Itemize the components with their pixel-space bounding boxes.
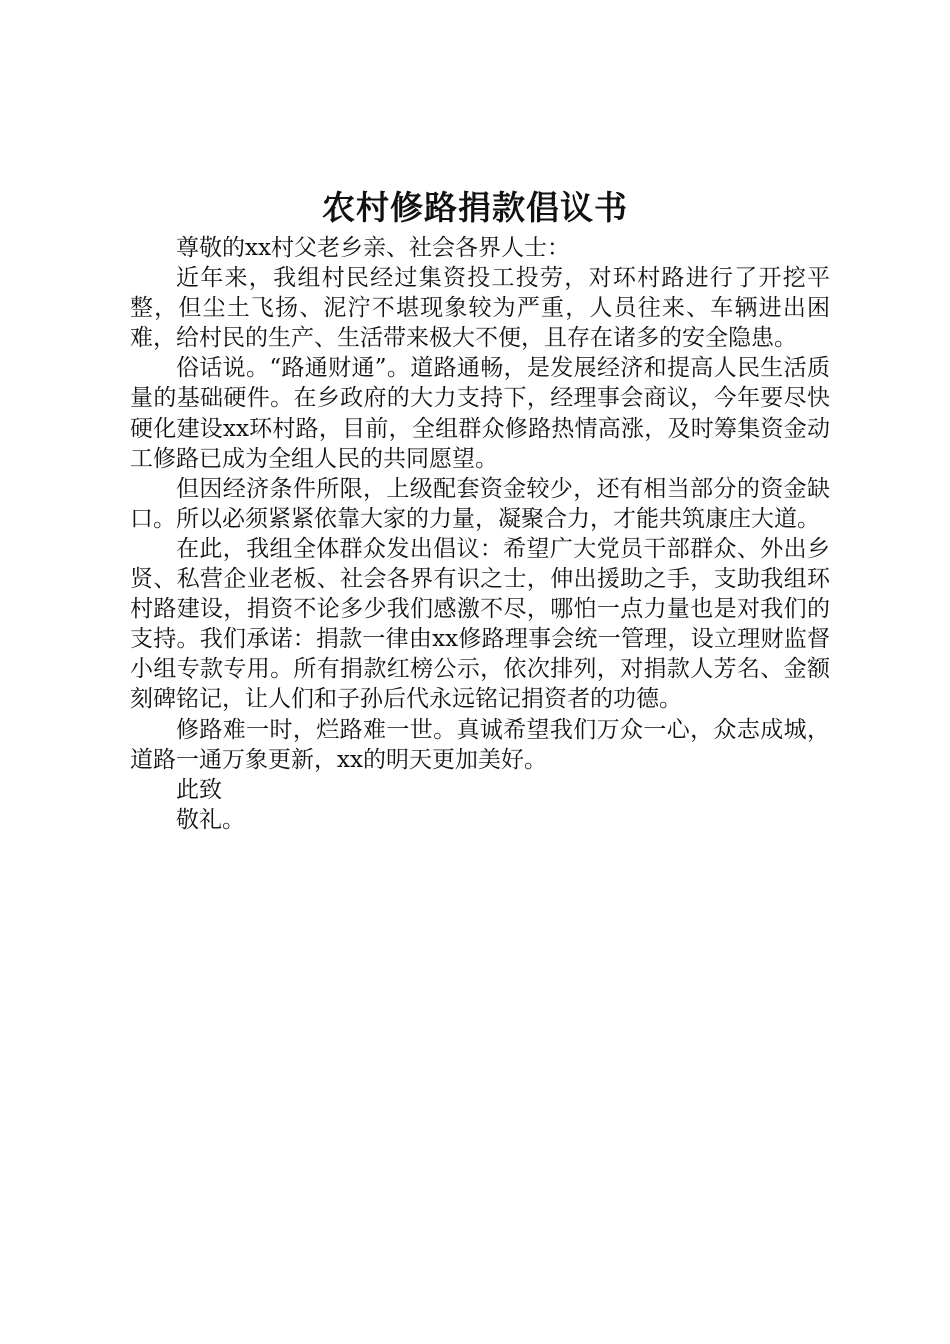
document-body	[130, 233, 830, 835]
closing-line-1: 此致	[176, 776, 222, 803]
paragraph-5: 修路难一时，烂路难一世。真诚希望我们万众一心，众志成城，道路一通万象更新，xx的明天更加美好。	[130, 716, 830, 773]
paragraph-4: 在此，我组全体群众发出倡议：希望广大党员干部群众、外出乡贤、私营企业老板、社会各界有识之士，伸出援助之手，支助我组环村路建设，捐资不论多少我们感激不尽，哪怕一点力量也是对我们的支持。我们承诺：捐款一律由xx修路理事会统一管理，设立理财监督小组专款专用。所有捐款红榜公示，依次排列，对捐款人芳名、金额刻碑铭记，让人们和子孙后代永远铭记捐资者的功德。	[130, 535, 830, 713]
paragraph-1: 近年来，我组村民经过集资投工投劳，对环村路进行了开挖平整，但尘土飞扬、泥泞不堪现象较为严重，人员往来、车辆进出困难，给村民的生产、生活带来极大不便，且存在诸多的安全隐患。	[130, 265, 830, 352]
salutation: 尊敬的xx村父老乡亲、社会各界人士：	[176, 235, 570, 261]
paragraph-2: 俗话说。“路通财通”。道路通畅，是发展经济和提高人民生活质量的基础硬件。在乡政府的大力支持下，经理事会商议，今年要尽快硬化建设xx环村路，目前，全组群众修路热情高涨，及时筹集资金动工修路已成为全组人民的共同愿望。	[130, 355, 830, 472]
document-title: 农村修路捐款倡议书	[322, 188, 628, 227]
paragraph-3: 但因经济条件所限，上级配套资金较少，还有相当部分的资金缺口。所以必须紧紧依靠大家的力量，凝聚合力，才能共筑康庄大道。	[130, 475, 830, 532]
closing-line-2: 敬礼。	[176, 806, 245, 833]
